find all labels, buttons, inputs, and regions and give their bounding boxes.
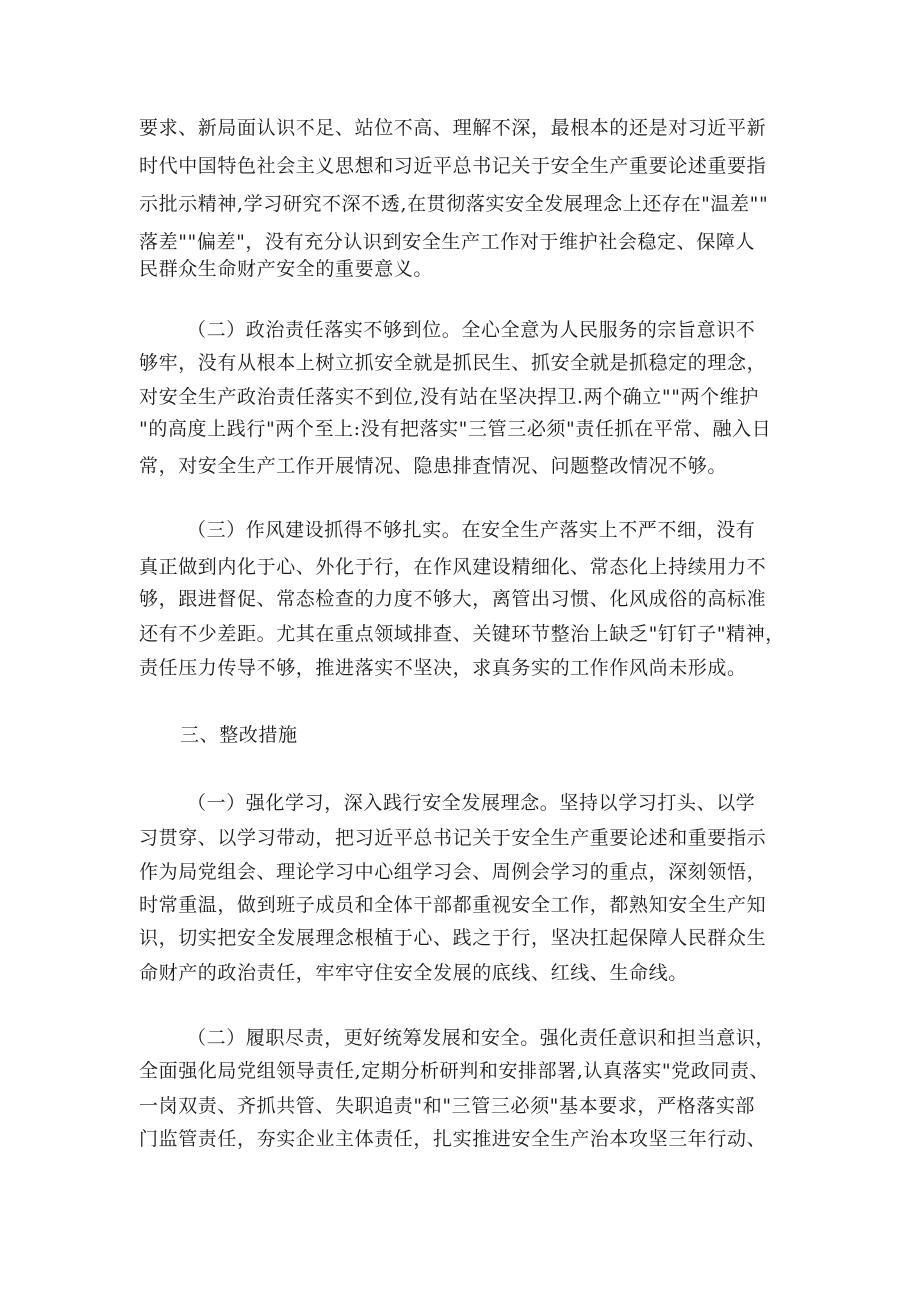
paragraph-4-line-1: （一）强化学习，深入践行安全发展理念。坚持以学习打头、以学 [187, 792, 756, 814]
paragraph-4-line-6: 命财产的政治责任，牢牢守住安全发展的底线、红线、生命线。 [139, 962, 688, 984]
paragraph-5-line-3: 一岗双责、齐抓共管、失职追责"和"三管三必须"基本要求，严格落实部 [139, 1095, 756, 1117]
paragraph-3-line-3: 够，跟进督促、常态检查的力度不够大，离管出习惯、化风成俗的高标准 [139, 588, 767, 610]
paragraph-2-line-5: 常，对安全生产工作开展情况、隐患排査情况、问题整改情况不够。 [139, 455, 728, 477]
paragraph-4-line-2: 习贯穿、以学习带动，把习近平总书记关于安全生产重要论述和重要指示 [139, 827, 767, 849]
paragraph-3-line-1: （三）作风建设抓得不够扎实。在安全生产落实上不严不细，没有 [187, 519, 756, 541]
paragraph-2-line-1: （二）政治责任落实不够到位。全心全意为人民服务的宗旨意识不 [187, 319, 756, 341]
paragraph-2-line-2: 够牢，没有从根本上树立抓安全就是抓民生、抓安全就是抓稳定的理念， [139, 352, 767, 374]
paragraph-2-line-4: "的高度上践行"两个至上:没有把落实"三管三必须"责任抓在平常、融入日 [139, 418, 772, 440]
paragraph-4-line-4: 时常重温，做到班子成员和全体干部都重视安全工作，都熟知安全生产知 [139, 894, 767, 916]
paragraph-3-line-5: 责任压力传导不够，推进落实不坚决，求真务实的工作作风尚未形成。 [139, 657, 747, 679]
paragraph-3-line-4: 还有不少差距。尤其在重点领域排查、关键环节整治上缺乏"钉钉子"精神， [139, 623, 785, 645]
section-heading: 三、整改措施 [180, 724, 298, 746]
paragraph-4-line-5: 识，切实把安全发展理念根植于心、践之于行，坚决扛起保障人民群众生 [139, 927, 767, 949]
paragraph-3-line-2: 真正做到内化于心、外化于行，在作风建设精细化、常态化上持续用力不 [139, 556, 767, 578]
paragraph-5-line-4: 门监管责任，夯实企业主体责任，扎实推进安全生产治本攻坚三年行动、 [139, 1128, 767, 1150]
paragraph-1-line-2: 时代中国特色社会主义思想和习近平总书记关于安全生产重要论述重要指 [139, 155, 767, 177]
paragraph-5-line-2: 全面强化局党组领导责任,定期分析研判和安排部署,认真落实"党政同责、 [139, 1060, 770, 1082]
paragraph-1-line-5: 民群众生命财产安全的重要意义。 [139, 258, 434, 280]
paragraph-1-line-3: 示批示精神,学习研究不深不透,在贯彻落实安全发展理念上还存在"温差"" [139, 193, 769, 215]
paragraph-1-line-1: 要求、新局面认识不足、站位不高、理解不深，最根本的还是对习近平新 [139, 117, 767, 139]
paragraph-4-line-3: 作为局党组会、理论学习中心组学习会、周例会学习的重点，深刻领悟， [139, 861, 767, 883]
paragraph-5-line-1: （二）履职尽责，更好统筹发展和安全。强化责任意识和担当意识， [187, 1027, 776, 1049]
paragraph-2-line-3: 对安全生产政治责任落实不到位,没有站在坚决捍卫.两个确立""两个维护 [139, 386, 759, 408]
paragraph-1-line-4: 落差""偏差"，没有充分认识到安全生产工作对于维护社会稳定、保障人 [139, 231, 756, 253]
